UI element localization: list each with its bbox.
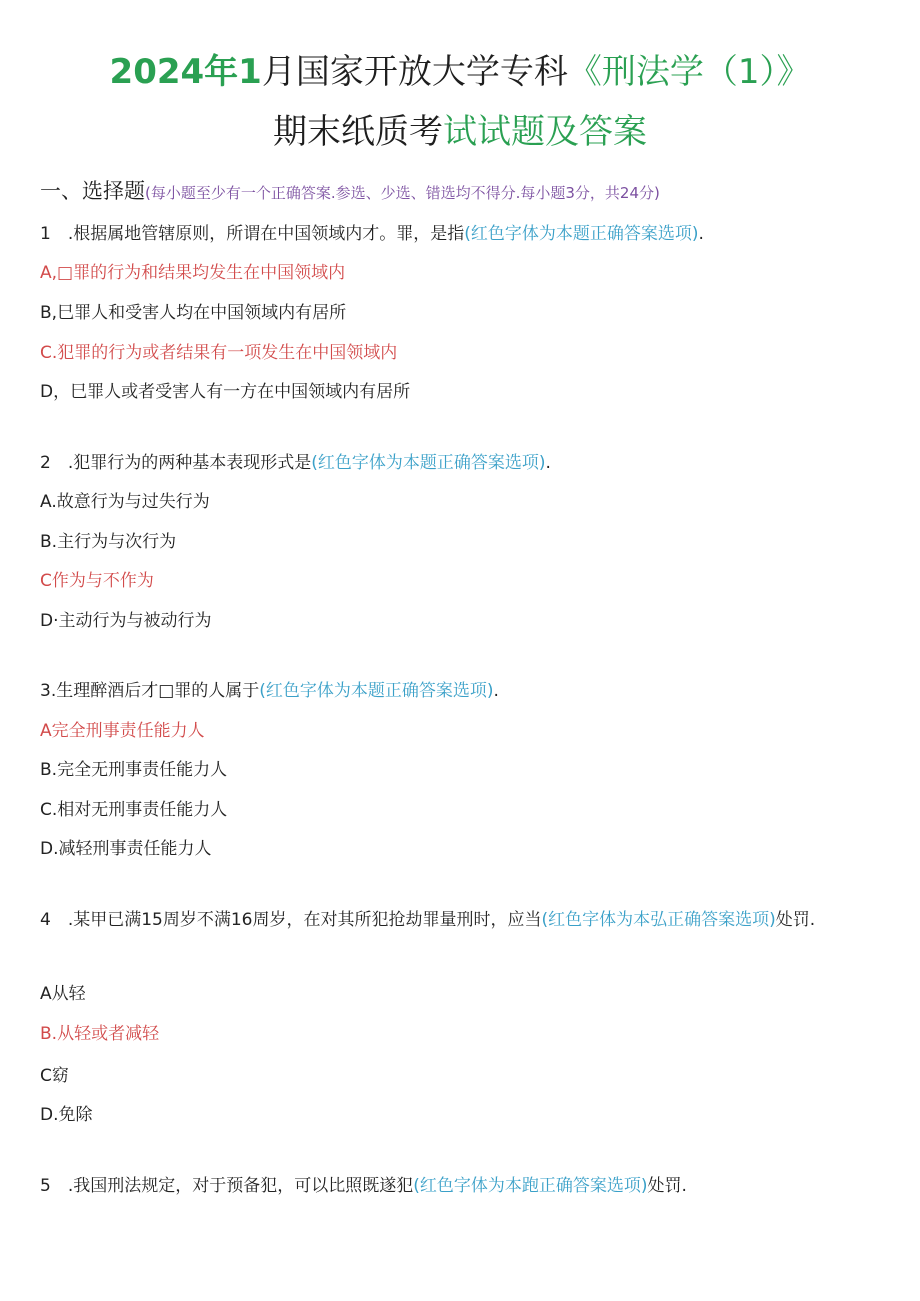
question-1-option-c: C.犯罪的行为或者结果有一项发生在中国领域内 (40, 343, 398, 363)
question-2-stem (40, 449, 880, 477)
question-2-option-b: B.主行为与次行为 (40, 532, 177, 552)
question-4-option-b: B.从轻或者减轻 (40, 1024, 160, 1044)
question-tail: 处罚. (647, 1176, 687, 1196)
answer-hint: (红色字体为本题正确答案选项) (311, 453, 546, 473)
question-1-option-a: A,□罪的行为和结果均发生在中国领域内 (40, 263, 346, 283)
title-line-1 (0, 50, 920, 94)
answer-hint: (红色字体为本题正确答案选项) (259, 681, 494, 701)
question-stem: 2 .犯罪行为的两种基本表现形式是 (40, 453, 312, 473)
question-4-stem (40, 906, 880, 934)
question-5-stem (40, 1172, 880, 1200)
section-heading (40, 175, 660, 205)
question-stem: 3.生理醉酒后才□罪的人属于 (40, 681, 260, 701)
section-note: (每小题至少有一个正确答案.参选、少选、错选均不得分.每小题3分，共24分) (145, 184, 660, 202)
answer-hint: (红色字体为本弘正确答案选项) (541, 910, 776, 930)
question-tail: . (698, 224, 704, 244)
question-3-option-b: B.完全无刑事责任能力人 (40, 760, 228, 780)
question-4-option-d: D.免除 (40, 1105, 93, 1125)
question-4-option-a: A从轻 (40, 984, 86, 1004)
question-3-option-a: A完全刑事责任能力人 (40, 721, 205, 741)
answer-hint: (红色字体为本跑正确答案选项) (413, 1176, 648, 1196)
question-tail: . (545, 453, 551, 473)
title-year: 2024年1 (109, 52, 262, 92)
title-line-2 (0, 110, 920, 154)
question-tail: 处罚. (775, 910, 816, 930)
question-2-option-d: D·主动行为与被动行为 (40, 611, 212, 631)
question-2-option-c: C作为与不作为 (40, 571, 154, 591)
question-stem: 4 .某甲已满15周岁不满16周岁，在对其所犯抢劫罪量刑时，应当 (40, 910, 542, 930)
question-stem: 5 .我国刑法规定，对于预备犯，可以比照既遂犯 (40, 1176, 414, 1196)
question-3-option-c: C.相对无刑事责任能力人 (40, 800, 228, 820)
title-answers: 试试题及答案 (443, 112, 647, 152)
section-title: 一、选择题 (40, 179, 145, 203)
title-exam: 期末纸质考 (273, 112, 443, 152)
question-tail: . (493, 681, 499, 701)
title-course: 《刑法学（1）》 (567, 52, 811, 92)
answer-hint: (红色字体为本题正确答案选项) (464, 224, 699, 244)
question-1-option-d: D，巳罪人或者受害人有一方在中国领域内有居所 (40, 382, 411, 402)
question-1-option-b: B,巳罪人和受害人均在中国领域内有居所 (40, 303, 347, 323)
question-3-stem (40, 677, 880, 705)
title-university: 月国家开放大学专科 (261, 52, 568, 92)
question-3-option-d: D.减轻刑事责任能力人 (40, 839, 212, 859)
question-1-stem (40, 220, 880, 248)
question-4-option-c: C窈 (40, 1066, 69, 1086)
question-stem: 1 .根据属地管辖原则，所谓在中国领域内才。罪，是指 (40, 224, 465, 244)
question-2-option-a: A.故意行为与过失行为 (40, 492, 210, 512)
